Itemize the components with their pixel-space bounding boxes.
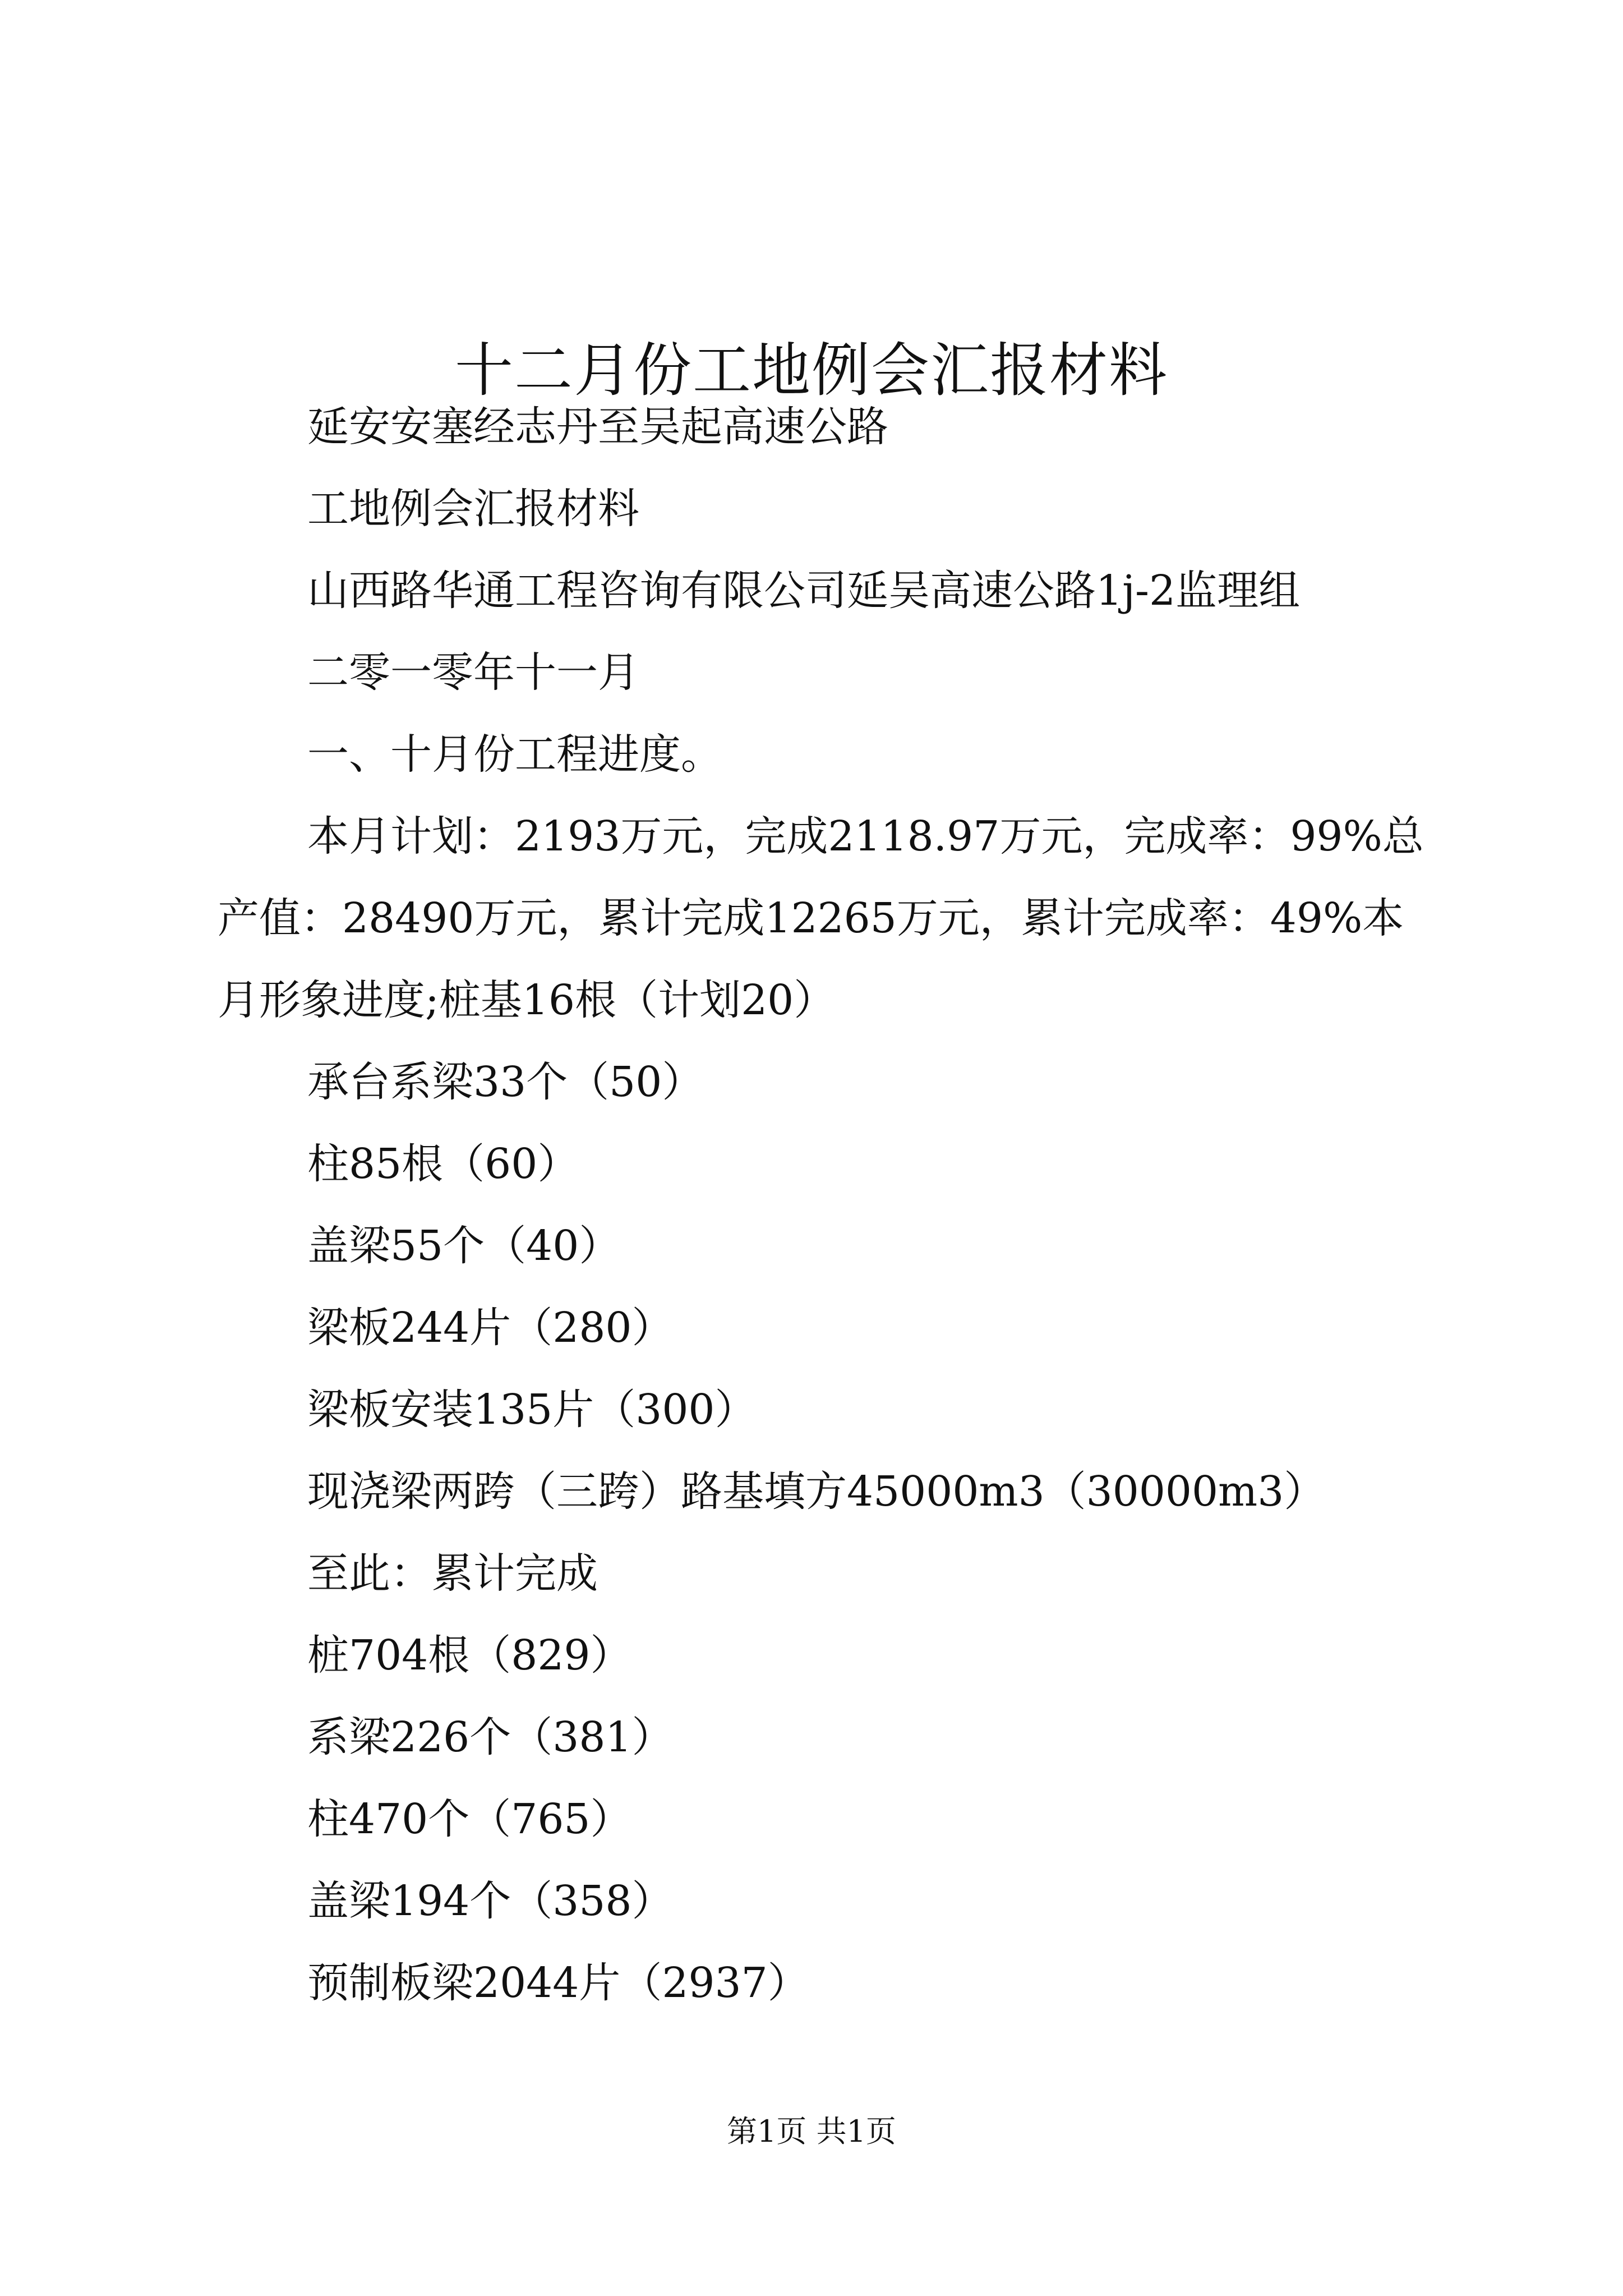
list-item: 至此：累计完成 (307, 1549, 598, 1598)
list-item: 承台系梁33个（50） (307, 1058, 704, 1106)
list-item: 预制板梁2044片（2937） (307, 1959, 809, 2007)
list-item: 盖梁55个（40） (307, 1222, 621, 1270)
body-line: 工地例会汇报材料 (307, 485, 639, 533)
list-item: 梁板安装135片（300） (307, 1386, 757, 1434)
body-line: 二零一零年十一月 (307, 648, 639, 697)
document-title: 十二月份工地例会汇报材料 (454, 335, 1168, 404)
list-item: 现浇梁两跨（三跨）路基填方45000m3（30000m3） (307, 1467, 1326, 1516)
list-item: 桩704根（829） (307, 1631, 632, 1680)
list-item: 柱470个（765） (307, 1795, 632, 1843)
list-item: 系梁226个（381） (307, 1713, 674, 1761)
list-item: 盖梁194个（358） (307, 1877, 674, 1925)
document-body (218, 386, 1427, 2024)
summary-paragraph: 本月计划：2193万元，完成2118.97万元，完成率：99%总产值：28490万元，累计完成12265万元，累计完成率：49%本月形象进度;桩基16根（计划20） (218, 812, 1424, 1024)
section-heading: 一、十月份工程进度。 (307, 730, 722, 779)
body-line: 延安安塞经志丹至吴起高速公路 (307, 403, 888, 451)
list-item: 柱85根（60） (307, 1140, 579, 1188)
list-item: 梁板244片（280） (307, 1304, 674, 1352)
body-line: 山西路华通工程咨询有限公司延吴高速公路1j-2监理组 (307, 567, 1301, 615)
page-footer: 第1页 共1页 (727, 2114, 896, 2149)
